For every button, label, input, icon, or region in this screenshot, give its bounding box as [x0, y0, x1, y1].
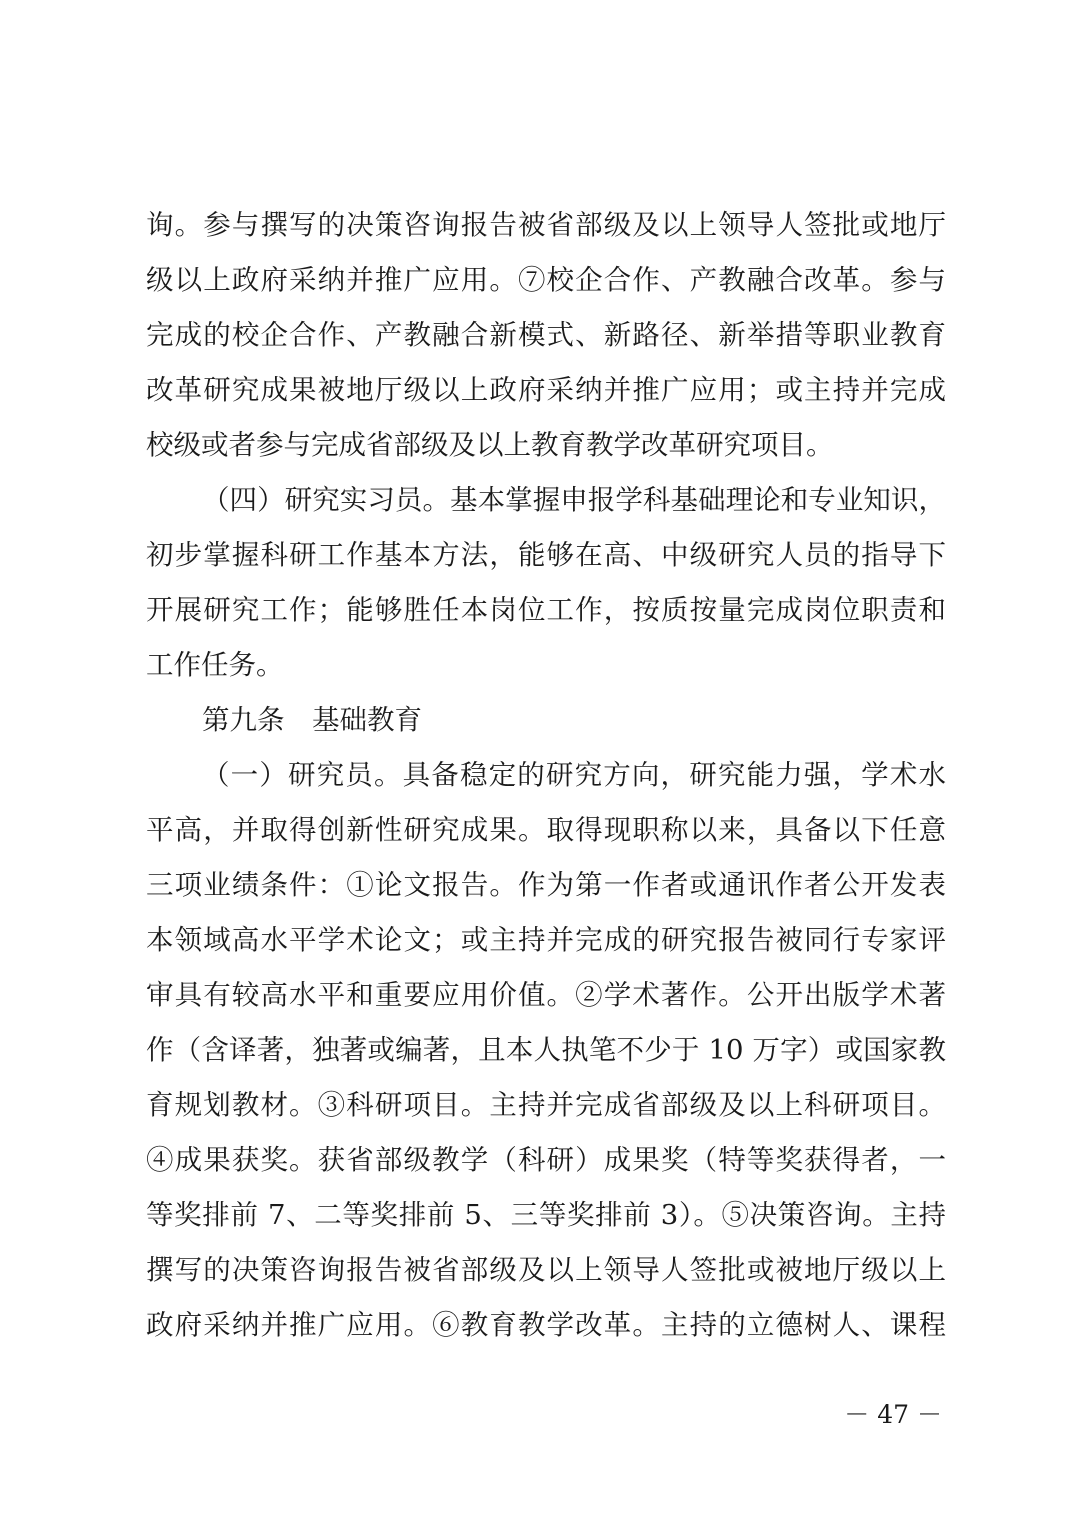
text-line: 三项业绩条件：①论文报告。作为第一作者或通讯作者公开发表: [146, 869, 946, 901]
text-line: 完成的校企合作、产教融合新模式、新路径、新举措等职业教育: [146, 319, 946, 351]
text-line: 撰写的决策咨询报告被省部级及以上领导人签批或被地厅级以上: [146, 1254, 946, 1286]
text-line: ④成果获奖。获省部级教学（科研）成果奖（特等奖获得者，一: [146, 1144, 946, 1176]
text-line: 校级或者参与完成省部级及以上教育教学改革研究项目。: [146, 429, 834, 461]
text-line: 开展研究工作；能够胜任本岗位工作，按质按量完成岗位职责和: [146, 594, 946, 626]
paragraph-first-line: （四）研究实习员。基本掌握申报学科基础理论和专业知识，: [202, 484, 946, 516]
text-line: 改革研究成果被地厅级以上政府采纳并推广应用；或主持并完成: [146, 374, 946, 406]
paragraph-first-line: （一）研究员。具备稳定的研究方向，研究能力强，学术水: [202, 759, 946, 791]
section-heading: 第九条 基础教育: [202, 704, 422, 736]
text-line: 平高，并取得创新性研究成果。取得现职称以来，具备以下任意: [146, 814, 946, 846]
text-line: 作（含译著，独著或编著，且本人执笔不少于 10 万字）或国家教: [146, 1034, 946, 1066]
text-line: 审具有较高水平和重要应用价值。②学术著作。公开出版学术著: [146, 979, 946, 1011]
text-line: 询。参与撰写的决策咨询报告被省部级及以上领导人签批或地厅: [146, 209, 946, 241]
page-number: － 47 －: [844, 1400, 942, 1429]
text-line: 等奖排前 7、二等奖排前 5、三等奖排前 3）。⑤决策咨询。主持: [146, 1199, 946, 1231]
text-line: 育规划教材。③科研项目。主持并完成省部级及以上科研项目。: [146, 1089, 946, 1121]
text-line: 工作任务。: [146, 649, 284, 681]
text-line: 政府采纳并推广应用。⑥教育教学改革。主持的立德树人、课程: [146, 1309, 946, 1341]
text-line: 初步掌握科研工作基本方法，能够在高、中级研究人员的指导下: [146, 539, 946, 571]
text-line: 级以上政府采纳并推广应用。⑦校企合作、产教融合改革。参与: [146, 264, 946, 296]
text-line: 本领域高水平学术论文；或主持并完成的研究报告被同行专家评: [146, 924, 946, 956]
